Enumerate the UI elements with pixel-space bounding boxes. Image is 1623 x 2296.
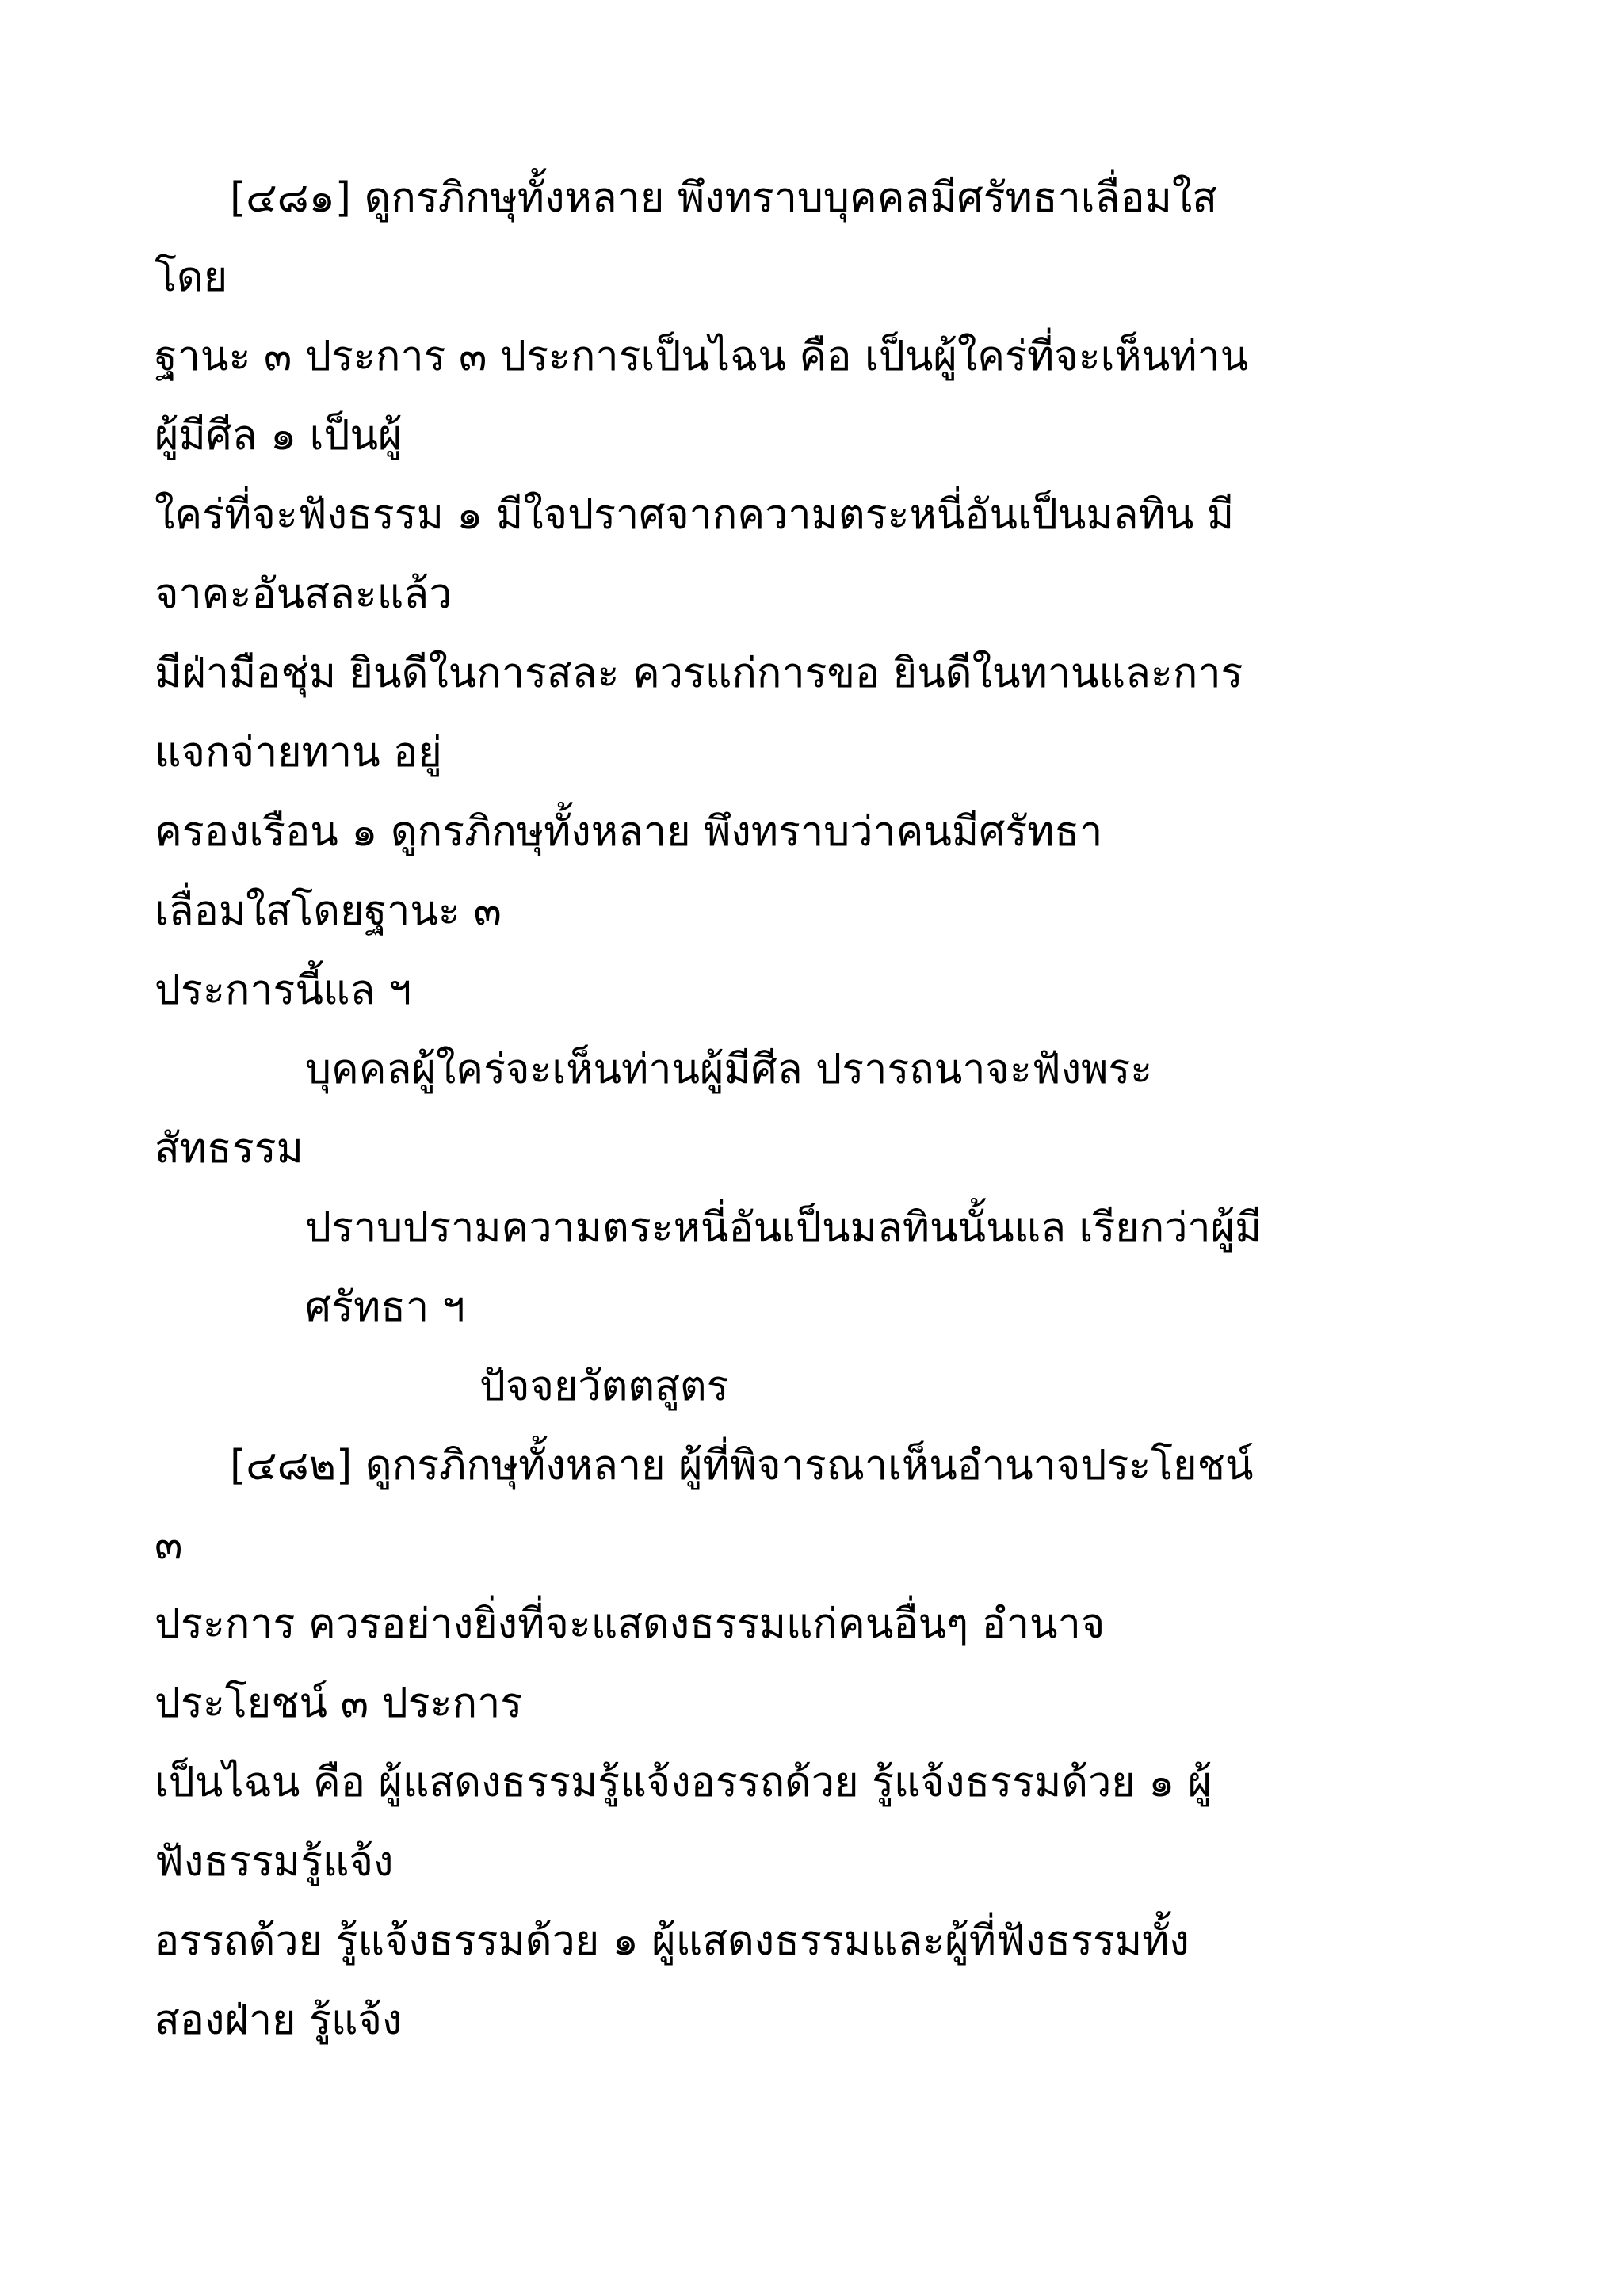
text-line: เลื่อมใสโดยฐานะ ๓ xyxy=(155,887,502,935)
verse-line: ปราบปรามความตระหนี่อันเป็นมลทินนั้นแล เรียกว่าผู้มี xyxy=(305,1204,1262,1252)
text-line: [๔๘๒] ดูกรภิกษุทั้งหลาย ผู้ที่พิจารณาเห็นอำนาจประโยชน์ xyxy=(230,1442,1254,1489)
text-line: [๔๘๑] ดูกรภิกษุทั้งหลาย พึงทราบบุคคลมีศรัทธาเลื่อมใส xyxy=(230,174,1218,222)
verse-line: ศรัทธา ฯ xyxy=(305,1283,465,1331)
text-line: เป็นไฉน คือ ผู้แสดงธรรมรู้แจ้งอรรถด้วย รู้แจ้งธรรมด้วย ๑ ผู้ xyxy=(155,1759,1212,1806)
text-line: แจกจ่ายทาน อยู่ xyxy=(155,729,442,776)
text-line: มีฝ่ามือชุ่ม ยินดีในการสละ ควรแก่การขอ ยินดีในทานและการ xyxy=(155,650,1243,697)
text-line: อรรถด้วย รู้แจ้งธรรมด้วย ๑ ผู้แสดงธรรมและผู้ที่ฟังธรรมทั้ง xyxy=(155,1917,1190,1965)
section-title: ปัจจยวัตตสูตร xyxy=(479,1363,729,1410)
text-line: โดย xyxy=(155,254,228,301)
verse-line: บุคคลผู้ใคร่จะเห็นท่านผู้มีศีล ปรารถนาจะฟังพระ xyxy=(305,1046,1153,1093)
text-line: ประการนี้แล ฯ xyxy=(155,967,412,1014)
text-line: ประการ ควรอย่างยิ่งที่จะแสดงธรรมแก่คนอื่นๆ อำนาจ xyxy=(155,1600,1106,1648)
text-line: ผู้มีศีล ๑ เป็นผู้ xyxy=(155,412,403,460)
text-line: ฐานะ ๓ ประการ ๓ ประการเป็นไฉน คือ เป็นผู้ใคร่ที่จะเห็นท่าน xyxy=(155,333,1249,380)
text-line: ๓ xyxy=(155,1521,183,1569)
text-line: ใคร่ที่จะฟังธรรม ๑ มีใจปราศจากความตระหนี่อันเป็นมลทิน มี xyxy=(155,491,1235,539)
verse-line: สัทธรรม xyxy=(155,1125,304,1173)
text-line: ฟังธรรมรู้แจ้ง xyxy=(155,1838,394,1886)
text-line: ครองเรือน ๑ ดูกรภิกษุทั้งหลาย พึงทราบว่าคนมีศรัทธา xyxy=(155,808,1103,856)
text-line: สองฝ่าย รู้แจ้ง xyxy=(155,1997,403,2044)
text-line: จาคะอันสละแล้ว xyxy=(155,570,453,618)
text-line: ประโยชน์ ๓ ประการ xyxy=(155,1680,523,1727)
